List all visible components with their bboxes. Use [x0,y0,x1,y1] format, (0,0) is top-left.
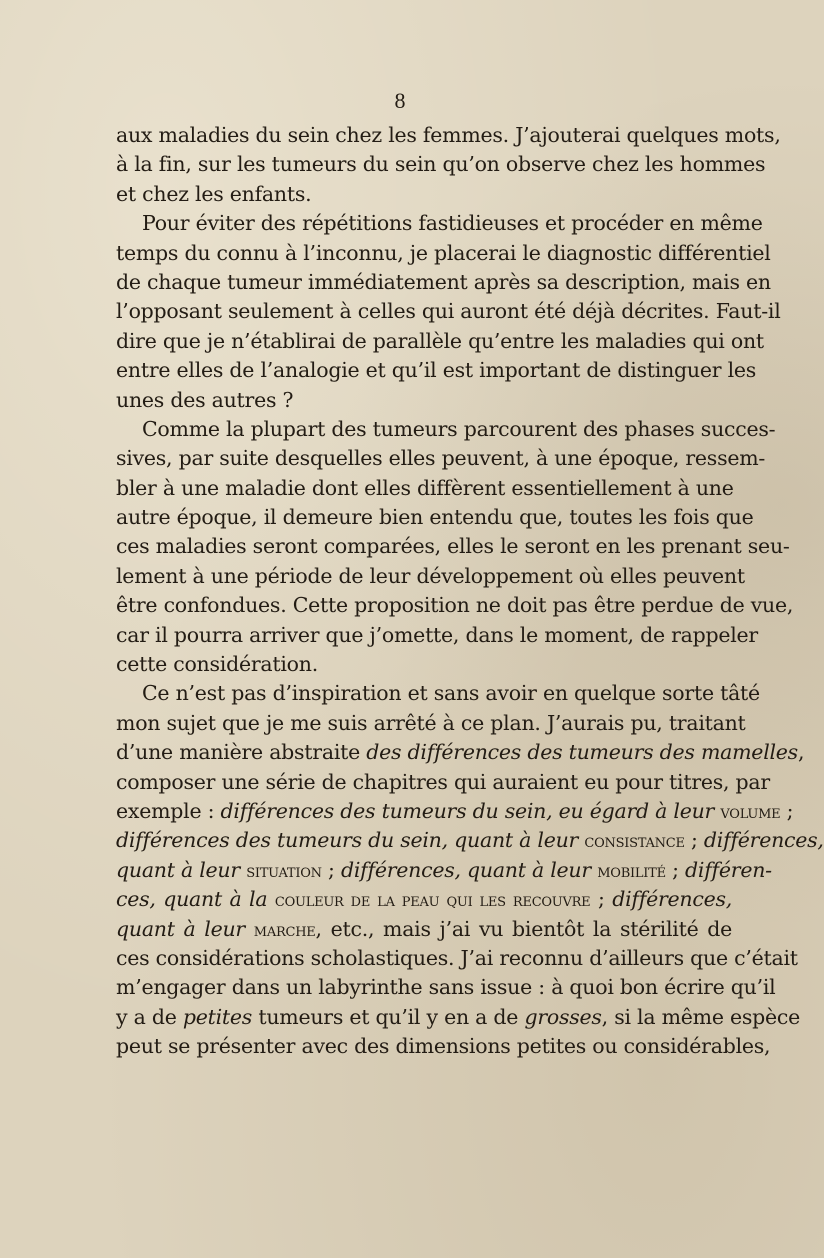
text-line: et chez les enfants. [116,181,312,206]
small-caps-term: mobilité [597,859,666,882]
italic-phrase: différences des tumeurs du sein, quant à leur [116,828,579,853]
text-line [116,885,732,914]
text-line: peut se présenter avec des dimensions petites ou considérables, [116,1034,771,1059]
text-line: cette considération. [116,652,318,677]
text-line [116,826,824,855]
text-line: entre elles de l’analogie et qu’il est important de distinguer les [116,358,757,383]
line-segment: ; [665,857,686,882]
line-segment: ; [321,857,341,882]
text-line [116,1003,801,1032]
text-line: temps du connu à l’inconnu, je placerai le diagnostic différentiel [116,240,771,265]
text-line: l’opposant seulement à celles qui auront été déjà décrites. Faut-il [116,299,781,324]
italic-phrase: ces, quant à la [116,887,268,912]
text-line: aux maladies du sein chez les femmes. J’ajouterai quelques mots, [116,123,781,147]
small-caps-term: consistance [584,830,685,853]
paragraph-start-line: Comme la plupart des tumeurs parcourent des phases succes- [142,416,776,441]
italic-phrase: des différences des tumeurs des mamelles [366,740,798,765]
text-line: mon sujet que je me suis arrêté à ce plan. J’aurais pu, traitant [116,710,746,735]
text-line: bler à une maladie dont elles diffèrent essentiellement à une [116,475,734,500]
small-caps-term: couleur de la peau qui les recouvre [274,889,591,912]
text-line: car il pourra arriver que j’omette, dans le moment, de rappeler [116,622,758,647]
italic-phrase: différences des tumeurs du sein, eu égard à leur [220,798,715,823]
text-line [116,738,805,767]
line-segment: ; [684,828,704,853]
text-line [116,915,732,944]
text-line: dire que je n’établirai de parallèle qu’entre les maladies qui ont [116,328,764,353]
italic-word: grosses [524,1004,602,1029]
paragraph-start-line: Ce n’est pas d’inspiration et sans avoir en quelque sorte tâté [142,681,760,706]
line-segment: , [797,740,805,765]
text-line: ces maladies seront comparées, elles le seront en les prenant seu- [116,534,790,559]
text-line: à la fin, sur les tumeurs du sein qu’on observe chez les hommes [116,152,766,177]
italic-phrase: quant à leur [116,857,240,882]
page-number: 8 [394,88,406,113]
text-line [116,797,794,826]
line-segment: d’une manière abstraite [116,740,367,765]
body-text [116,121,824,1062]
italic-phrase: différences, [703,828,824,853]
line-segment: ; [590,887,613,912]
line-segment: y a de [116,1004,183,1029]
small-caps-term: situation [246,859,322,882]
line-segment: tumeurs et qu’il y en a de [252,1004,525,1029]
text-line: composer une série de chapitres qui auraient eu pour titres, par [116,769,770,794]
text-line: lement à une période de leur développement où elles peuvent [116,563,745,588]
small-caps-term: volume [720,800,781,823]
text-line: unes des autres ? [116,387,294,412]
italic-word: petites [182,1004,253,1029]
line-segment: exemple : [116,798,221,823]
text-line: être confondues. Cette proposition ne doit pas être perdue de vue, [116,593,794,618]
text-line [116,856,772,885]
text-line: autre époque, il demeure bien entendu que, toutes les fois que [116,505,754,530]
italic-phrase: quant à leur [116,916,245,941]
italic-phrase: différences, quant à leur [340,857,591,882]
line-segment: , etc., mais j’ai vu bientôt la stérilité de [315,916,732,941]
italic-phrase: différences, [612,887,732,912]
paragraph-start-line: Pour éviter des répétitions fastidieuses et procéder en même [142,211,763,236]
text-line: m’engager dans un labyrinthe sans issue : à quoi bon écrire qu’il [116,975,776,1000]
italic-phrase: différen- [685,857,772,882]
text-line: sives, par suite desquelles elles peuvent, à une époque, ressem- [116,446,766,471]
text-line: ces considérations scholastiques. J’ai reconnu d’ailleurs que c’était [116,945,798,970]
line-segment: ; [780,798,794,823]
text-line: de chaque tumeur immédiatement après sa description, mais en [116,269,771,294]
small-caps-term: marche [253,918,316,941]
line-segment: , si la même espèce [601,1004,801,1029]
